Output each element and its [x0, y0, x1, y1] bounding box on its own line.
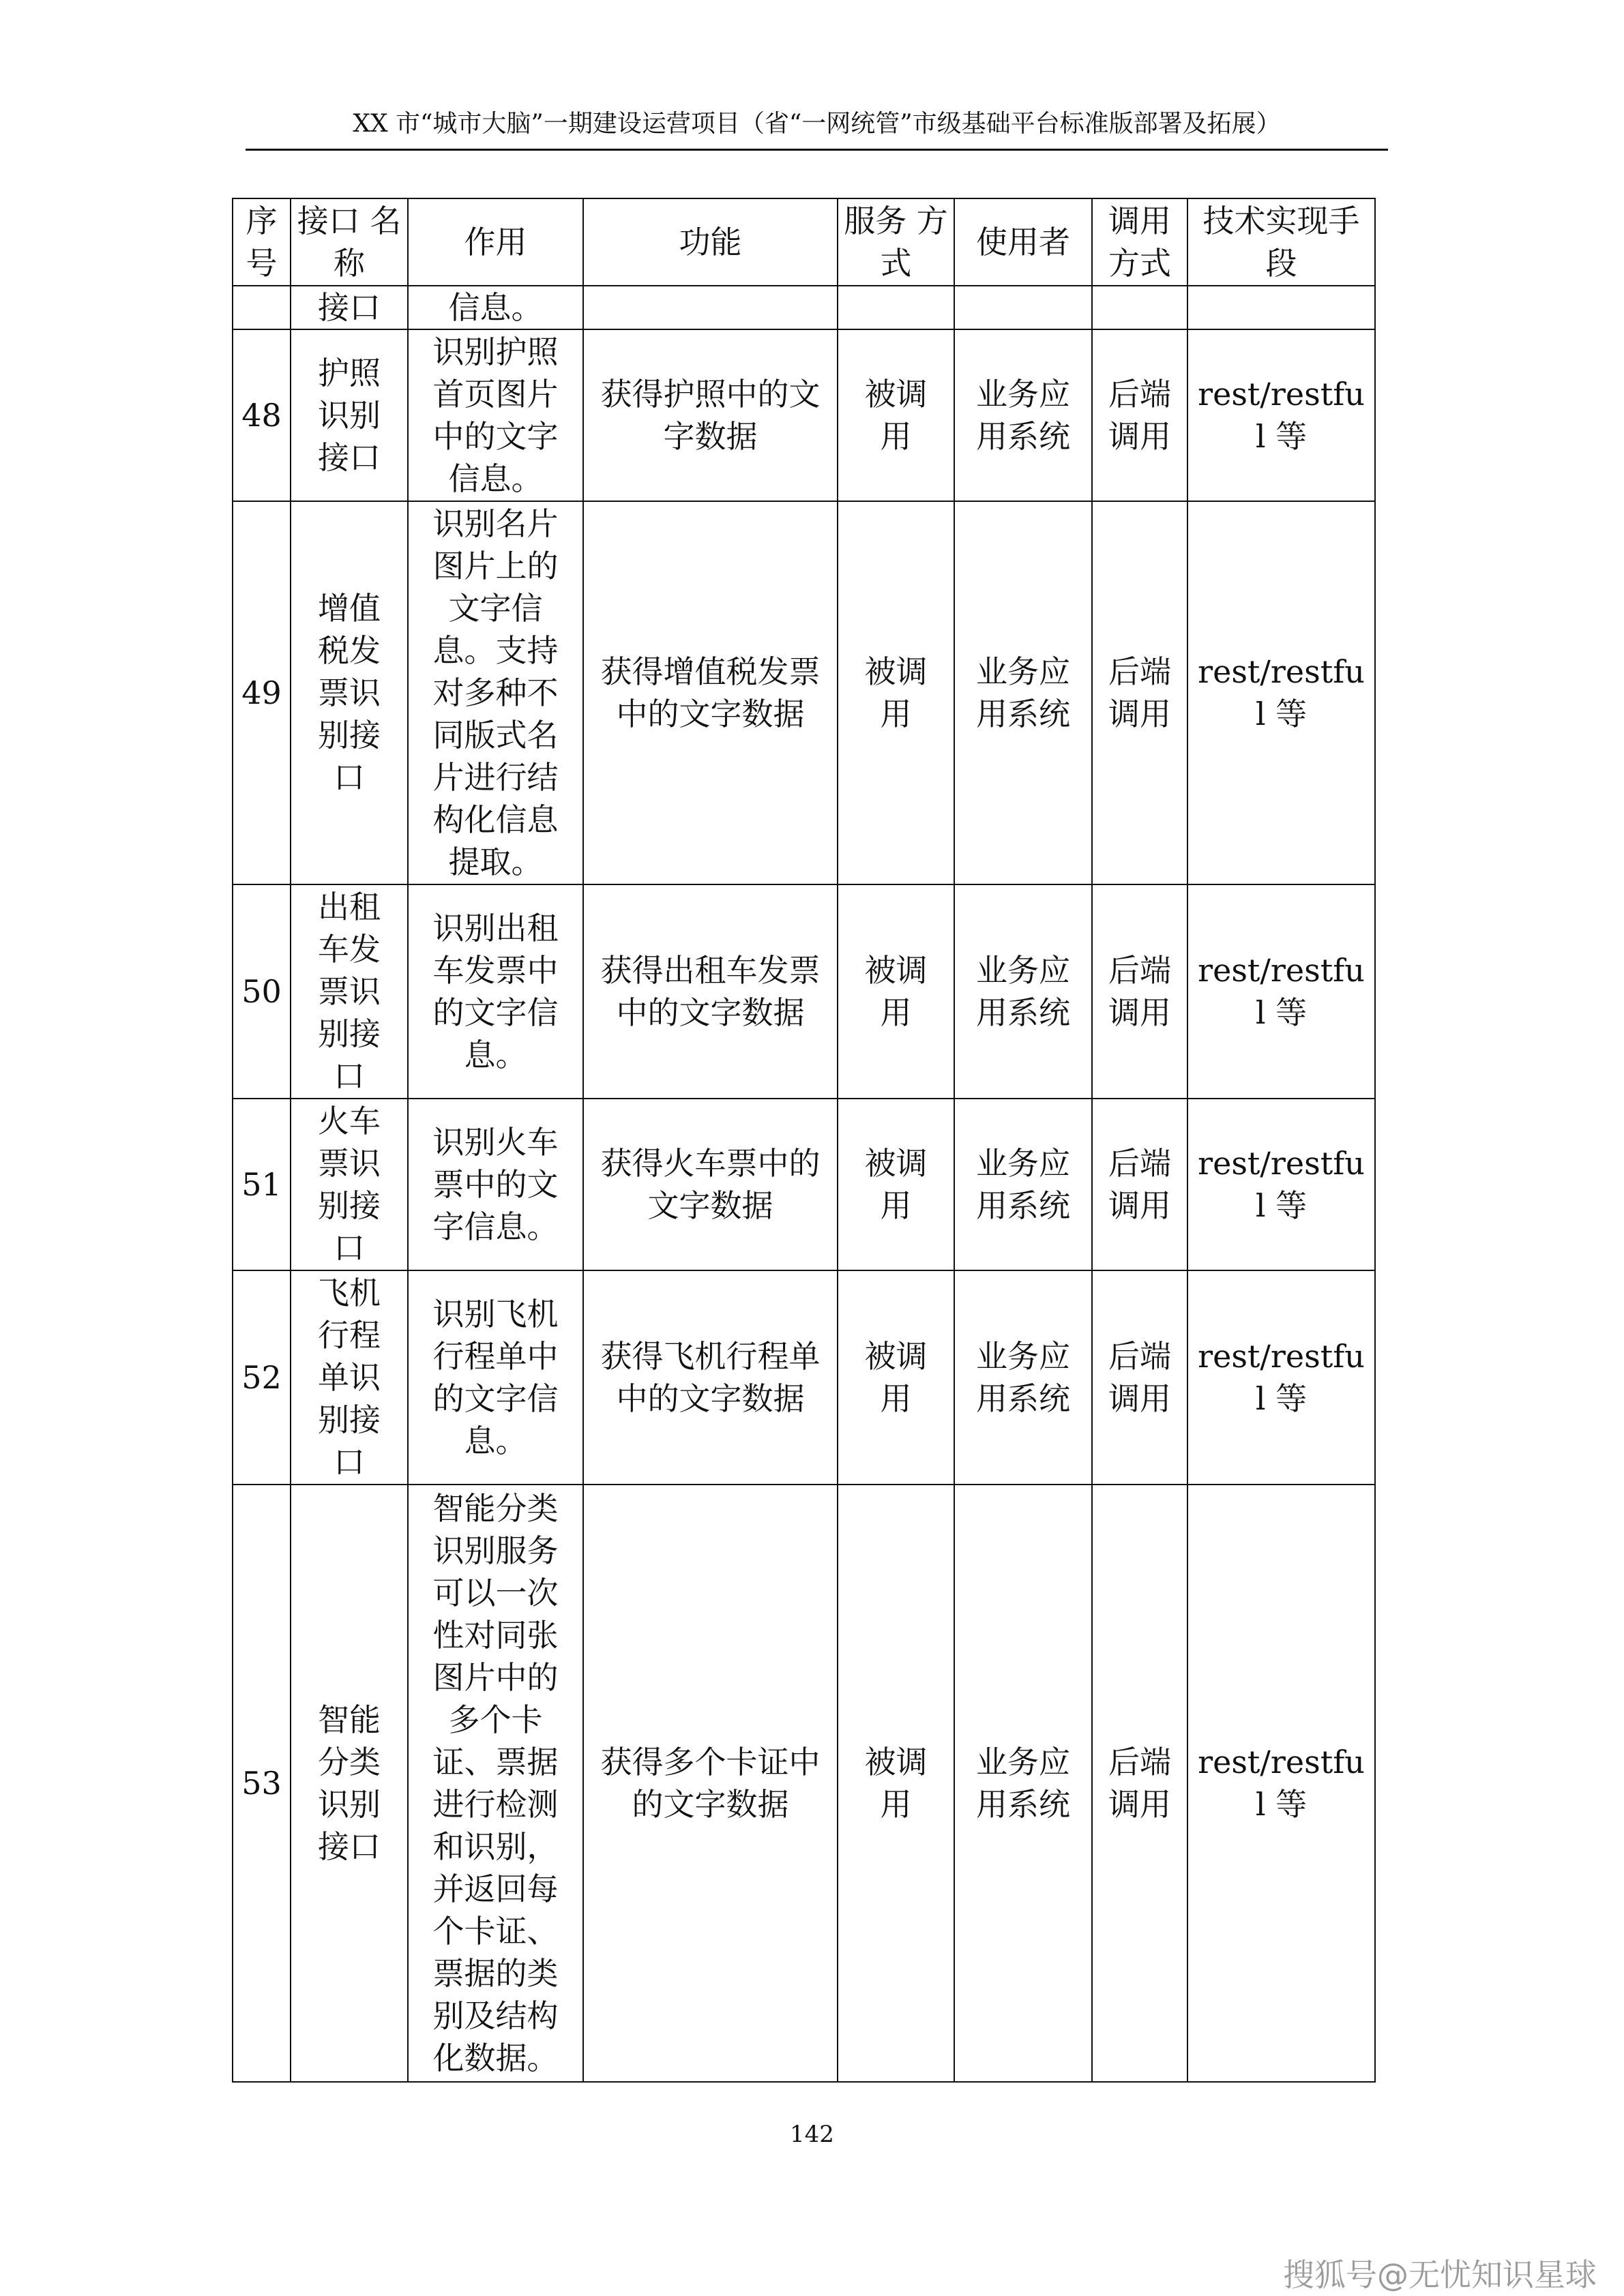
cell-tech: rest/restfu l 等 — [1187, 1485, 1375, 2082]
cell-tech: rest/restfu l 等 — [1187, 884, 1375, 1099]
cell-purpose: 识别护照 首页图片 中的文字 信息。 — [408, 329, 583, 501]
watermark-text: 搜狐号@无忧知识星球 — [1283, 2256, 1597, 2293]
cell-call: 后端 调用 — [1092, 1270, 1187, 1485]
cell-user: 业务应 用系统 — [954, 1099, 1092, 1270]
table-header-row — [233, 198, 1375, 286]
table-row — [233, 501, 1375, 884]
cell-service — [838, 286, 954, 329]
cell-seq — [233, 286, 291, 329]
cell-tech: rest/restfu l 等 — [1187, 501, 1375, 884]
cell-function: 获得出租车发票 中的文字数据 — [583, 884, 838, 1099]
cell-purpose: 识别飞机 行程单中 的文字信 息。 — [408, 1270, 583, 1485]
cell-tech: rest/restfu l 等 — [1187, 1270, 1375, 1485]
header-interface-name: 接口 名称 — [291, 198, 408, 286]
cell-name: 火车 票识 别接 口 — [291, 1099, 408, 1270]
header-seq: 序 号 — [233, 198, 291, 286]
cell-function: 获得火车票中的 文字数据 — [583, 1099, 838, 1270]
header-function: 功能 — [583, 198, 838, 286]
header-service-mode: 服务 方式 — [838, 198, 954, 286]
cell-tech: rest/restfu l 等 — [1187, 329, 1375, 501]
cell-service: 被调 用 — [838, 329, 954, 501]
cell-name: 智能 分类 识别 接口 — [291, 1485, 408, 2082]
cell-call: 后端 调用 — [1092, 329, 1187, 501]
table-row — [233, 1270, 1375, 1485]
cell-function: 获得增值税发票 中的文字数据 — [583, 501, 838, 884]
cell-seq: 50 — [233, 884, 291, 1099]
cell-name: 接口 — [291, 286, 408, 329]
cell-user — [954, 286, 1092, 329]
cell-call: 后端 调用 — [1092, 1485, 1187, 2082]
table-row — [233, 884, 1375, 1099]
cell-tech — [1187, 286, 1375, 329]
cell-purpose: 识别出租 车发票中 的文字信 息。 — [408, 884, 583, 1099]
page-header-title: XX 市“城市大脑”一期建设运营项目（省“一网统管”市级基础平台标准版部署及拓展） — [353, 110, 1281, 138]
table-row — [233, 1485, 1375, 2082]
cell-user: 业务应 用系统 — [954, 1485, 1092, 2082]
table-row — [233, 329, 1375, 501]
header-user: 使用者 — [954, 198, 1092, 286]
cell-name: 护照 识别 接口 — [291, 329, 408, 501]
cell-service: 被调 用 — [838, 1485, 954, 2082]
cell-seq: 48 — [233, 329, 291, 501]
cell-user: 业务应 用系统 — [954, 1270, 1092, 1485]
cell-call — [1092, 286, 1187, 329]
cell-function: 获得护照中的文 字数据 — [583, 329, 838, 501]
cell-function: 获得飞机行程单 中的文字数据 — [583, 1270, 838, 1485]
cell-call: 后端 调用 — [1092, 1099, 1187, 1270]
table-row — [233, 1099, 1375, 1270]
cell-tech: rest/restfu l 等 — [1187, 1099, 1375, 1270]
cell-seq: 49 — [233, 501, 291, 884]
cell-service: 被调 用 — [838, 501, 954, 884]
page-number: 142 — [790, 2121, 834, 2148]
cell-name: 出租 车发 票识 别接 口 — [291, 884, 408, 1099]
header-divider — [246, 149, 1388, 151]
cell-user: 业务应 用系统 — [954, 501, 1092, 884]
header-tech: 技术实现手 段 — [1187, 198, 1375, 286]
cell-seq: 52 — [233, 1270, 291, 1485]
cell-purpose: 识别火车 票中的文 字信息。 — [408, 1099, 583, 1270]
header-call-mode: 调用 方式 — [1092, 198, 1187, 286]
cell-function — [583, 286, 838, 329]
header-purpose: 作用 — [408, 198, 583, 286]
cell-name: 飞机 行程 单识 别接 口 — [291, 1270, 408, 1485]
cell-function: 获得多个卡证中 的文字数据 — [583, 1485, 838, 2082]
table-row-continuation — [233, 286, 1375, 329]
cell-user: 业务应 用系统 — [954, 884, 1092, 1099]
cell-service: 被调 用 — [838, 1099, 954, 1270]
cell-service: 被调 用 — [838, 884, 954, 1099]
cell-purpose: 信息。 — [408, 286, 583, 329]
interface-table — [232, 198, 1376, 2083]
cell-user: 业务应 用系统 — [954, 329, 1092, 501]
cell-call: 后端 调用 — [1092, 501, 1187, 884]
cell-purpose: 智能分类 识别服务 可以一次 性对同张 图片中的 多个卡 证、票据 进行检测 和识别， 并返回每 个卡证、 票据的类 别及结构 化数据。 — [408, 1485, 583, 2082]
cell-service: 被调 用 — [838, 1270, 954, 1485]
cell-call: 后端 调用 — [1092, 884, 1187, 1099]
cell-seq: 53 — [233, 1485, 291, 2082]
cell-seq: 51 — [233, 1099, 291, 1270]
cell-name: 增值 税发 票识 别接 口 — [291, 501, 408, 884]
cell-purpose: 识别名片 图片上的 文字信 息。支持 对多种不 同版式名 片进行结 构化信息 提取。 — [408, 501, 583, 884]
